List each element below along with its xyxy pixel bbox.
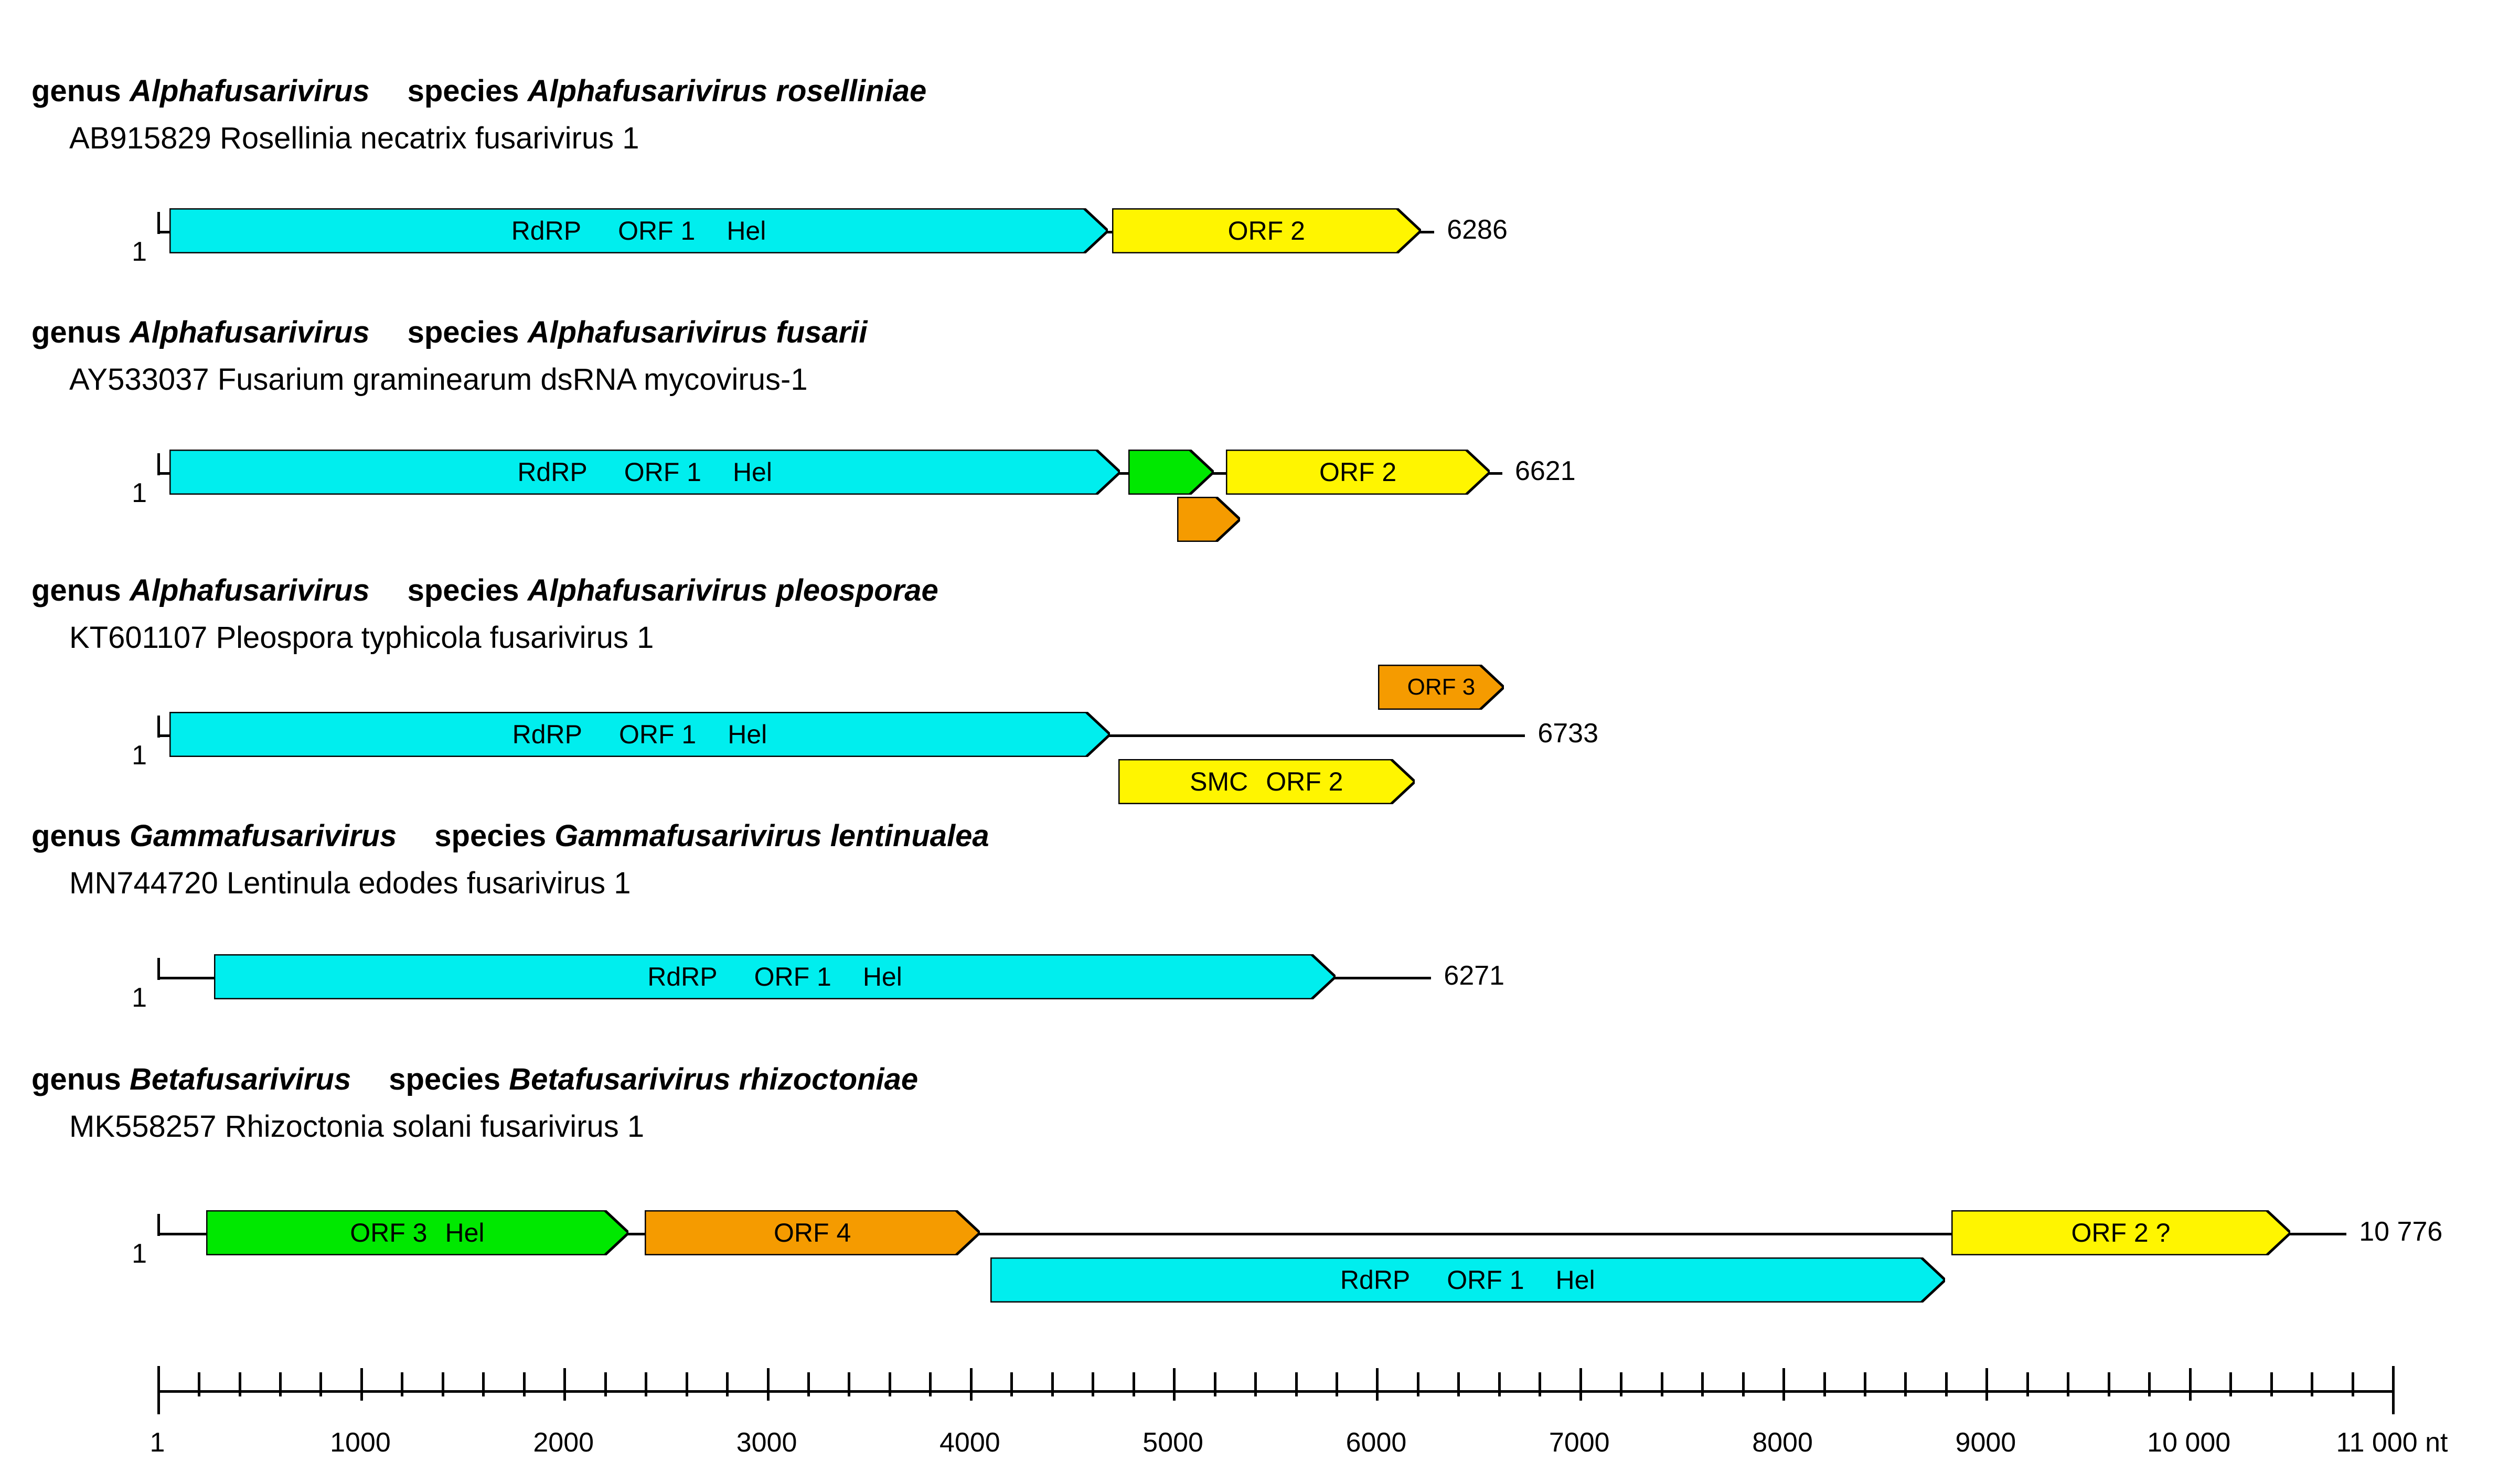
scale-minor-tick [2229, 1372, 2232, 1396]
scale-minor-tick [2026, 1372, 2029, 1396]
scale-minor-tick [1417, 1372, 1419, 1396]
orf-label-primary: RdRP [647, 962, 718, 991]
scale-minor-tick [2270, 1372, 2273, 1396]
orf-label-primary: ORF 3 [350, 1218, 428, 1247]
accession-line: MK558257 Rhizoctonia solani fusarivirus 1 [69, 1109, 645, 1144]
orf-label-tertiary: Hel [1555, 1265, 1595, 1295]
genus-name: Alphafusarivirus [129, 74, 370, 108]
orf-label-primary: RdRP [512, 720, 582, 749]
scale-minor-tick [239, 1372, 241, 1396]
scale-tick-label: 1 [150, 1427, 165, 1458]
genome-start-label: 1 [132, 478, 147, 508]
scale-tick-label: 2000 [533, 1427, 594, 1458]
genome-end-label: 6286 [1447, 215, 1508, 245]
genome-start-label: 1 [132, 740, 147, 771]
orf-shape [214, 954, 1336, 999]
species-rank-label: species [407, 573, 519, 607]
scale-minor-tick [1010, 1372, 1013, 1396]
orf-orf4 [645, 1210, 980, 1255]
orf-label-secondary: ORF 1 [624, 457, 701, 487]
accession-line: AY533037 Fusarium graminearum dsRNA mycovirus-1 [69, 362, 808, 397]
scale-minor-tick [319, 1372, 322, 1396]
genome-start-tick [157, 958, 160, 980]
scale-minor-tick [2311, 1372, 2313, 1396]
taxon-heading [31, 1062, 918, 1097]
scale-minor-tick [848, 1372, 850, 1396]
scale-minor-tick [1579, 1368, 1582, 1401]
scale-minor-tick [442, 1372, 444, 1396]
orf-label-tertiary: Hel [727, 216, 766, 246]
scale-minor-tick [563, 1368, 566, 1401]
scale-minor-tick [2148, 1372, 2151, 1396]
genus-name: Gammafusarivirus [129, 819, 397, 853]
scale-tick-label: 3000 [736, 1427, 797, 1458]
genus-name: Betafusarivirus [129, 1062, 351, 1096]
scale-minor-tick [2108, 1372, 2110, 1396]
scale-minor-tick [1173, 1368, 1176, 1401]
genome-start-label: 1 [132, 983, 147, 1013]
accession-line: KT601107 Pleospora typhicola fusarivirus 1 [69, 621, 654, 655]
species-name: Gammafusarivirus lentinualea [554, 819, 989, 853]
scale-minor-tick [1539, 1372, 1541, 1396]
accession-line: MN744720 Lentinula edodes fusarivirus 1 [69, 866, 631, 900]
orf-label-tertiary: Hel [732, 457, 772, 487]
scale-minor-tick [1051, 1372, 1054, 1396]
orf-shape [169, 208, 1108, 253]
orf-orf1 [169, 450, 1120, 495]
scale-minor-tick [726, 1372, 729, 1396]
genome-end-label: 6733 [1537, 718, 1599, 749]
scale-tick-label: 4000 [939, 1427, 1000, 1458]
genus-rank-label: genus [31, 315, 121, 349]
orf-label-secondary: Hel [445, 1218, 485, 1247]
scale-minor-tick [2352, 1372, 2354, 1396]
scale-minor-tick [1376, 1368, 1379, 1401]
genus-rank-label: genus [31, 573, 121, 607]
scale-minor-tick [604, 1372, 607, 1396]
orf-shape [1951, 1210, 2291, 1255]
orf-shape [1378, 665, 1504, 710]
orf-shape [169, 712, 1110, 757]
scale-minor-tick [807, 1372, 810, 1396]
scale-minor-tick [1214, 1372, 1216, 1396]
orf-orf-green [1128, 450, 1214, 495]
scale-minor-tick [1254, 1372, 1257, 1396]
scale-minor-tick [279, 1372, 282, 1396]
orf-label-tertiary: Hel [862, 962, 902, 991]
scale-tick-label: 1000 [330, 1427, 391, 1458]
genus-name: Alphafusarivirus [129, 573, 370, 607]
scale-minor-tick [1133, 1372, 1135, 1396]
scale-tick-label: 11 000 nt [2336, 1427, 2448, 1458]
orf-label-primary: ORF 4 [774, 1218, 851, 1247]
orf-shape [1118, 759, 1415, 804]
scale-minor-tick [1661, 1372, 1663, 1396]
scale-minor-tick [645, 1372, 647, 1396]
scale-minor-tick [1823, 1372, 1826, 1396]
orf-label-primary: SMC [1190, 767, 1248, 796]
scale-minor-tick [198, 1372, 200, 1396]
scale-bar [0, 1359, 2520, 1464]
orf-orf3 [1378, 665, 1504, 710]
genome-start-tick [157, 212, 160, 234]
scale-minor-tick [1985, 1368, 1988, 1401]
scale-minor-tick [1864, 1372, 1866, 1396]
scale-minor-tick [1904, 1372, 1907, 1396]
orf-shape [169, 450, 1120, 495]
orf-label-primary: RdRP [511, 216, 582, 246]
orf-orf1 [169, 712, 1110, 757]
scale-minor-tick [2189, 1368, 2192, 1401]
scale-minor-tick [1782, 1368, 1785, 1401]
accession-line: AB915829 Rosellinia necatrix fusarivirus 1 [69, 121, 639, 155]
orf-orf-small-orange [1177, 497, 1240, 542]
orf-shape [1177, 497, 1240, 542]
species-rank-label: species [434, 819, 547, 853]
orf-orf2 [1951, 1210, 2291, 1255]
scale-minor-tick [1945, 1372, 1948, 1396]
scale-minor-tick [767, 1368, 770, 1401]
scale-minor-tick [1457, 1372, 1460, 1396]
genome-start-tick [157, 453, 160, 475]
genome-start-label: 1 [132, 237, 147, 267]
species-rank-label: species [407, 315, 519, 349]
orf-label-primary: ORF 2 ? [2071, 1218, 2171, 1247]
scale-end-cap [2392, 1366, 2395, 1414]
orf-shape [206, 1210, 629, 1255]
scale-tick-label: 8000 [1752, 1427, 1813, 1458]
scale-minor-tick [1742, 1372, 1745, 1396]
orf-shape [1226, 450, 1490, 495]
orf-label-primary: ORF 2 [1319, 457, 1397, 487]
scale-tick-label: 6000 [1346, 1427, 1407, 1458]
scale-minor-tick [889, 1372, 891, 1396]
genus-rank-label: genus [31, 1062, 121, 1096]
taxon-heading [31, 315, 867, 350]
genome-end-label: 6621 [1514, 456, 1576, 486]
orf-orf3 [206, 1210, 629, 1255]
orf-label-primary: ORF 3 [1407, 674, 1476, 700]
scale-minor-tick [2067, 1372, 2069, 1396]
scale-minor-tick [686, 1372, 688, 1396]
orf-label-secondary: ORF 1 [619, 720, 697, 749]
scale-tick-label: 7000 [1549, 1427, 1610, 1458]
taxon-heading [31, 818, 989, 853]
orf-orf1 [169, 208, 1108, 253]
orf-orf2 [1226, 450, 1490, 495]
orf-shape [1112, 208, 1421, 253]
orf-orf2 [1112, 208, 1421, 253]
orf-orf1 [990, 1257, 1945, 1303]
genome-end-label: 6271 [1444, 961, 1505, 991]
orf-shape [645, 1210, 980, 1255]
scale-tick-label: 5000 [1142, 1427, 1203, 1458]
orf-orf2 [1118, 759, 1415, 804]
scale-minor-tick [1498, 1372, 1501, 1396]
scale-minor-tick [1701, 1372, 1704, 1396]
taxon-heading [31, 73, 926, 109]
scale-end-cap [157, 1366, 160, 1414]
orf-shape [990, 1257, 1945, 1303]
scale-minor-tick [1620, 1372, 1622, 1396]
scale-minor-tick [401, 1372, 403, 1396]
species-name: Alphafusarivirus roselliniae [527, 74, 927, 108]
orf-orf1 [214, 954, 1336, 999]
scale-axis-line [157, 1390, 2392, 1393]
orf-label-tertiary: Hel [728, 720, 767, 749]
scale-tick-label: 9000 [1955, 1427, 2016, 1458]
orf-label-primary: ORF 2 [1227, 216, 1305, 246]
orf-label-secondary: ORF 1 [1447, 1265, 1524, 1295]
scale-minor-tick [482, 1372, 485, 1396]
genus-rank-label: genus [31, 74, 121, 108]
genome-start-tick [157, 716, 160, 738]
genus-name: Alphafusarivirus [129, 315, 370, 349]
species-rank-label: species [389, 1062, 501, 1096]
scale-minor-tick [970, 1368, 973, 1401]
scale-minor-tick [1092, 1372, 1094, 1396]
orf-label-primary: RdRP [517, 457, 588, 487]
genome-end-label: 10 776 [2359, 1217, 2443, 1247]
scale-minor-tick [1295, 1372, 1298, 1396]
species-name: Betafusarivirus rhizoctoniae [509, 1062, 919, 1096]
scale-minor-tick [360, 1368, 363, 1401]
scale-minor-tick [929, 1372, 932, 1396]
species-name: Alphafusarivirus pleosporae [527, 573, 938, 607]
taxon-heading [31, 573, 938, 608]
species-rank-label: species [407, 74, 519, 108]
species-name: Alphafusarivirus fusarii [527, 315, 868, 349]
orf-shape [1128, 450, 1214, 495]
orf-label-secondary: ORF 1 [618, 216, 696, 246]
orf-label-secondary: ORF 1 [754, 962, 831, 991]
genome-start-label: 1 [132, 1239, 147, 1269]
scale-minor-tick [523, 1372, 526, 1396]
orf-label-primary: RdRP [1340, 1265, 1411, 1295]
genus-rank-label: genus [31, 819, 121, 853]
scale-minor-tick [1336, 1372, 1338, 1396]
orf-label-secondary: ORF 2 [1266, 767, 1343, 796]
genome-start-tick [157, 1214, 160, 1236]
scale-tick-label: 10 000 [2147, 1427, 2231, 1458]
